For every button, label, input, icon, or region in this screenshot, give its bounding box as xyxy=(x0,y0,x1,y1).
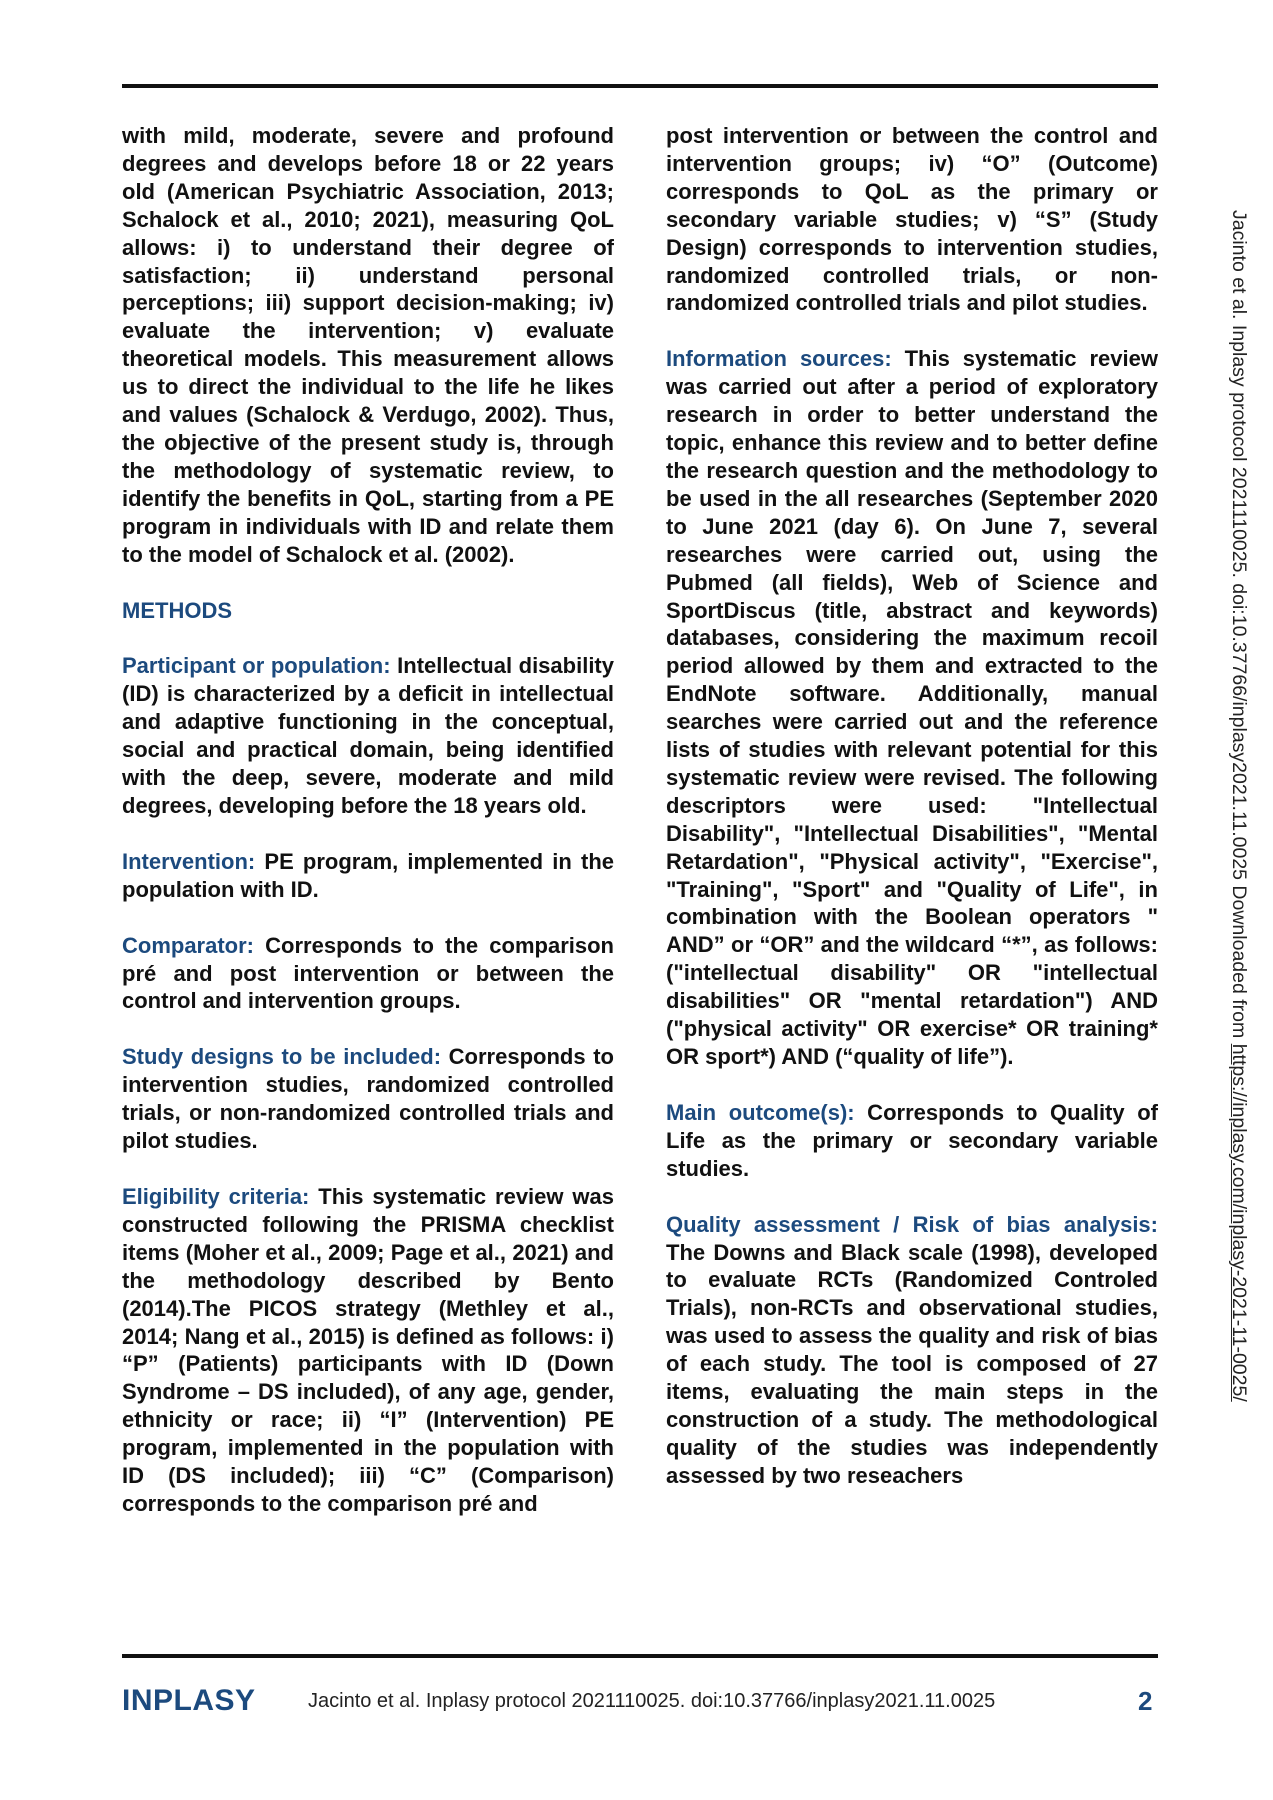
intro-paragraph: with mild, moderate, severe and profound degrees and develops before 18 or 22 years old (American Psychiatric Association, 2013; Schalock et al., 2010; 2021), measuring QoL allows: i) to understand their degree of satisfaction; ii) understand personal perceptions; iii) support decision-making; iv) evaluate the intervention; v) evaluate theoretical models. This measurement allows us to direct the individual to the life he likes and values (Schalock & Verdugo, 2002). Thus, the objective of the present study is, through the methodology of systematic review, to identify the benefits in QoL, starting from a PE program in individuals with ID and relate them to the model of Schalock et al. (2002). xyxy=(122,123,614,567)
participant-label: Participant or population: xyxy=(122,653,391,679)
eligibility-section xyxy=(122,1183,614,1518)
information-sources-label: Information sources: xyxy=(666,346,892,372)
quality-assessment-section xyxy=(666,1211,1158,1490)
side-download-note xyxy=(1227,210,1250,1402)
main-outcomes-label: Main outcome(s): xyxy=(666,1099,855,1125)
right-column xyxy=(666,122,1158,1490)
study-designs-section xyxy=(122,1043,614,1155)
methods-heading: METHODS xyxy=(122,597,232,623)
bottom-rule xyxy=(122,1654,1158,1658)
side-note-link[interactable]: https://inplasy.com/inplasy-2021-11-0025/ xyxy=(1228,1043,1250,1402)
study-designs-label: Study designs to be included: xyxy=(122,1044,442,1070)
main-outcomes-text: Corresponds to Quality of Life as the primary or secondary variable studies. xyxy=(666,1099,1158,1181)
quality-assessment-label: Quality assessment / Risk of bias analysis: xyxy=(666,1211,1158,1237)
top-rule xyxy=(122,84,1158,88)
comparator-text: Corresponds to the comparison pré and post intervention or between the control and intervention groups. xyxy=(122,932,614,1014)
footer-citation: Jacinto et al. Inplasy protocol 2021110025. doi:10.37766/inplasy2021.11.0025 xyxy=(308,1690,996,1712)
page-number: 2 xyxy=(1138,1686,1153,1716)
participant-section xyxy=(122,652,614,819)
eligibility-text: This systematic review was constructed following the PRISMA checklist items (Moher et al., 2009; Page et al., 2021) and the methodology described by Bento (2014).The PICOS strategy (Methley et al., 2014; Nang et al., 2015) is defined as follows: i) “P” (Patients) participants with ID (Down Syndrome – DS included), of any age, gender, ethnicity or race; ii) “I” (Intervention) PE program, implemented in the population with ID (DS included); iii) “C” (Comparison) corresponds to the comparison pré and xyxy=(122,1184,614,1516)
comparator-label: Comparator: xyxy=(122,932,255,958)
intervention-text: PE program, implemented in the population with ID. xyxy=(122,848,614,902)
intervention-section xyxy=(122,848,614,904)
side-note-text: Jacinto et al. Inplasy protocol 2021110025. doi:10.37766/inplasy2021.11.0025 Downloaded from xyxy=(1228,210,1250,1044)
information-sources-section xyxy=(666,345,1158,1071)
intervention-label: Intervention: xyxy=(122,848,256,874)
comparator-section xyxy=(122,932,614,1016)
quality-assessment-text: The Downs and Black scale (1998), developed to evaluate RCTs (Randomized Controled Trials), non-RCTs and observational studies, was used to assess the quality and risk of bias of each study. The tool is composed of 27 items, evaluating the main steps in the construction of a study. The methodological quality of the studies was independently assessed by two reseachers xyxy=(666,1239,1158,1488)
left-column xyxy=(122,122,614,1518)
footer-brand-logo: INPLASY xyxy=(122,1684,256,1717)
eligibility-label: Eligibility criteria: xyxy=(122,1184,310,1209)
participant-text: Intellectual disability (ID) is characterized by a deficit in intellectual and adaptive functioning in the conceptual, social and practical domain, being identified with the deep, severe, moderate and mild degrees, developing before the 18 years old. xyxy=(122,653,614,818)
study-designs-text: Corresponds to intervention studies, randomized controlled trials, or non-randomized controlled trials and pilot studies. xyxy=(122,1044,614,1154)
main-outcomes-section xyxy=(666,1099,1158,1183)
picos-continued-paragraph: post intervention or between the control and intervention groups; iv) “O” (Outcome) corresponds to QoL as the primary or secondary variable studies; v) “S” (Study Design) corresponds to intervention studies, randomized controlled trials, or non-randomized controlled trials and pilot studies. xyxy=(666,123,1158,316)
information-sources-text: This systematic review was carried out after a period of exploratory research in order to better understand the topic, enhance this review and to better define the research question and the methodology to be used in the all researches (September 2020 to June 2021 (day 6). On June 7, several researches were carried out, using the Pubmed (all fields), Web of Science and SportDiscus (title, abstract and keywords) databases, considering the maximum recoil period allowed by them and extracted to the EndNote software. Additionally, manual searches were carried out and the reference lists of studies with relevant potential for this systematic review were revised. The following descriptors were used: "Intellectual Disability", "Intellectual Disabilities", "Mental Retardation", "Physical activity", "Exercise", "Training", "Sport" and "Quality of Life", in combination with the Boolean operators " AND” or “OR” and the wildcard “*”, as follows: ("intellectual disability" OR "intellectual disabilities" OR "mental retardation") AND ("physical activity" OR exercise* OR training* OR sport*) AND (“quality of life”). xyxy=(666,346,1158,1069)
